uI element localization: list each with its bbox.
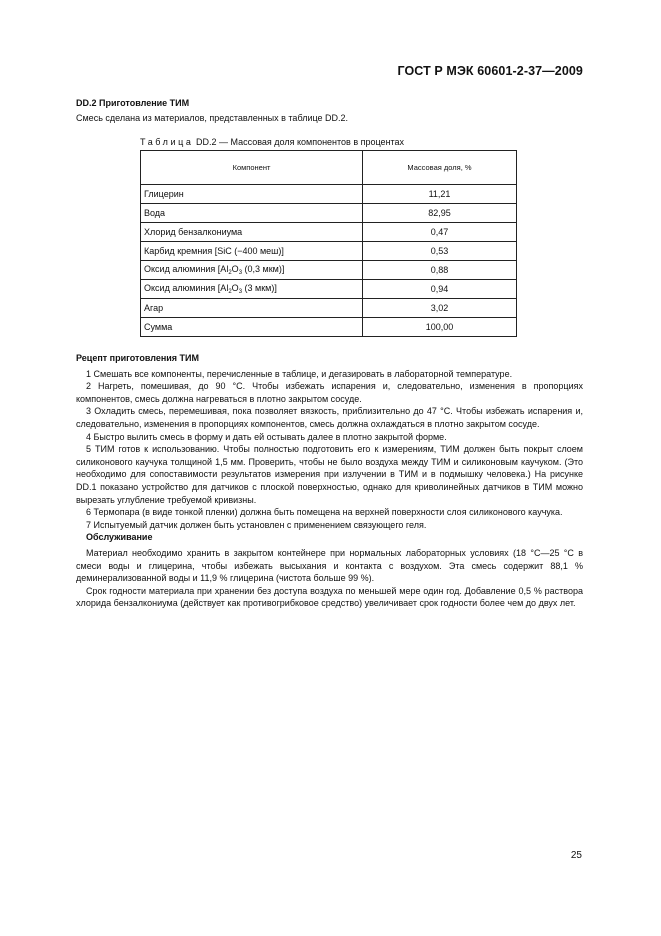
table-row [141, 280, 517, 299]
table-row [141, 261, 517, 280]
component-name [141, 261, 363, 280]
component-value: 0,47 [363, 223, 517, 242]
component-value: 0,88 [363, 261, 517, 280]
component-value: 0,94 [363, 280, 517, 299]
subscript: 2 [228, 270, 232, 276]
table-caption [140, 137, 404, 147]
name-part: O [231, 264, 239, 274]
section-title: DD.2 Приготовление ТИМ [76, 98, 190, 108]
body-text [76, 352, 583, 610]
recipe-heading: Рецепт приготовления ТИМ [76, 353, 200, 363]
name-part: (0,3 мкм)] [242, 264, 285, 274]
document-header: ГОСТ Р МЭК 60601-2-37—2009 [397, 64, 583, 78]
subscript: 3 [238, 270, 243, 276]
table-caption-label: Таблица [140, 137, 194, 147]
page-number: 25 [570, 850, 582, 861]
maintenance-paragraph: Материал необходимо хранить в закрытом контейнере при нормальных лабораторных условиях (18 °С—25 °С в смеси воды и глицерина, чтобы избежать высыхания и контакта с воздухом. Эта смесь содержит 88,1 % деминерализованной воды и 11,9 % глицерина (чистота больше 99 %). [76, 547, 583, 584]
mass-fraction-table [140, 150, 517, 337]
table-header-row [141, 151, 517, 185]
column-header-component: Компонент [141, 151, 363, 185]
component-value: 100,00 [363, 318, 517, 337]
name-part: (3 мкм)] [242, 283, 277, 293]
table-row [141, 242, 517, 261]
name-part: O [231, 283, 239, 293]
name-part: Оксид алюминия [Al [144, 264, 229, 274]
recipe-step: 3 Охладить смесь, перемешивая, пока позволяет вязкость, приблизительно до 47 °С. Чтобы избежать испарения и, следовательно, изменения в пропорциях компонентов, смесь должна охлаждаться в плотно закрытом сосуде. [76, 406, 583, 429]
component-name: Карбид кремния [SiC (−400 меш)] [141, 242, 363, 261]
component-name: Хлорид бензалкониума [141, 223, 363, 242]
component-name [141, 280, 363, 299]
recipe-step: 1 Смешать все компоненты, перечисленные в таблице, и дегазировать в лабораторной температуре. [86, 368, 513, 379]
recipe-step: 5 ТИМ готов к использованию. Чтобы полностью подготовить его к измерениям, ТИМ должен быть покрыт слоем силиконового каучука толщиной 1,5 мм. Проверить, чтобы не было воздуха между ТИМ и силиконовым каучуком. (Это необходимо для сопоставимости результатов измерения при излучении в ТИМ и в подмышку человека.) На рисунке DD.1 показано устройство для датчиков с плоской поверхностью, однако для криволинейных датчиков в ТИМ можно вырезать углубление требуемой кривизны. [76, 444, 583, 505]
component-value: 3,02 [363, 299, 517, 318]
component-value: 82,95 [363, 204, 517, 223]
table-row [141, 299, 517, 318]
table-row [141, 318, 517, 337]
maintenance-paragraph: Срок годности материала при хранении без доступа воздуха по меньшей мере один год. Добавление 0,5 % раствора хлорида бензалкониума (действует как противогрибковое средство) увеличивает срок годности более чем до двух лет. [76, 585, 583, 609]
component-name: Сумма [141, 318, 363, 337]
component-name: Агар [141, 299, 363, 318]
recipe-step: 7 Испытуемый датчик должен быть установлен с применением связующего геля. [86, 519, 427, 530]
intro-text: Смесь сделана из материалов, представленных в таблице DD.2. [76, 113, 349, 123]
table-row [141, 223, 517, 242]
subscript: 2 [228, 289, 232, 295]
table-row [141, 204, 517, 223]
component-value: 11,21 [363, 185, 517, 204]
recipe-step: 4 Быстро вылить смесь в форму и дать ей остывать далее в плотно закрытой форме. [86, 431, 447, 442]
recipe-step: 6 Термопара (в виде тонкой пленки) должна быть помещена на верхней поверхности слоя силиконового каучука. [86, 507, 563, 518]
table-row [141, 185, 517, 204]
component-name: Глицерин [141, 185, 363, 204]
table-caption-text: DD.2 — Массовая доля компонентов в процентах [196, 137, 405, 147]
column-header-mass-fraction: Массовая доля, % [363, 151, 517, 185]
component-name: Вода [141, 204, 363, 223]
subscript: 3 [238, 289, 243, 295]
recipe-step: 2 Нагреть, помешивая, до 90 °С. Чтобы избежать испарения и, следовательно, изменения в пропорциях компонентов, смесь должна нагреваться в плотно закрытом сосуде. [76, 381, 583, 404]
name-part: Оксид алюминия [Al [144, 283, 229, 293]
component-value: 0,53 [363, 242, 517, 261]
maintenance-heading: Обслуживание [86, 532, 153, 543]
